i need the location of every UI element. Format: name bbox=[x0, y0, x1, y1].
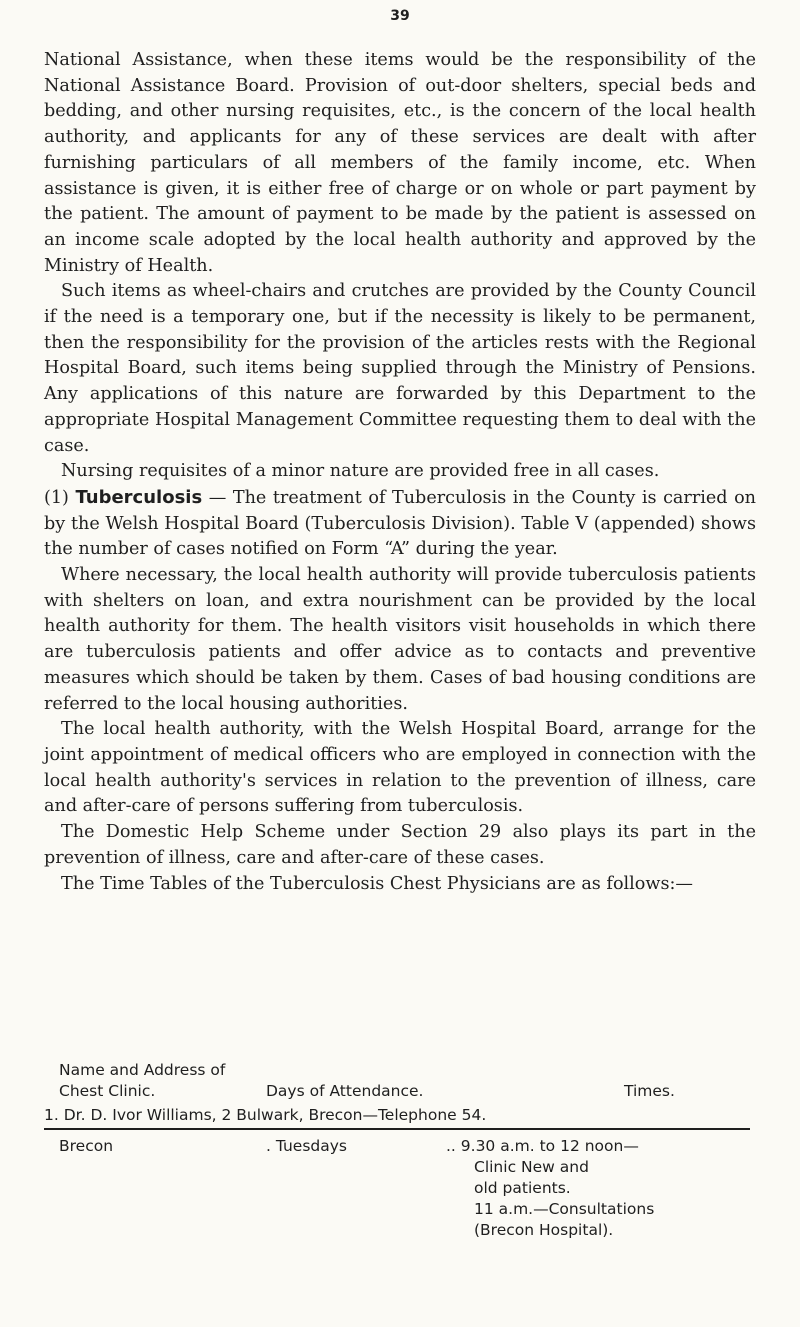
times-line: old patients. bbox=[474, 1179, 571, 1197]
physician-line: 1. Dr. D. Ivor Williams, 2 Bulwark, Brecon—Telephone 54. bbox=[44, 1106, 487, 1124]
document-body bbox=[44, 48, 756, 897]
paragraph: Nursing requisites of a minor nature are provided free in all cases. bbox=[61, 461, 660, 482]
timetable-header bbox=[44, 1060, 756, 1102]
section-heading: Tuberculosis bbox=[75, 486, 203, 508]
tuberculosis-section-lead bbox=[44, 485, 756, 563]
clinic-name: Brecon bbox=[59, 1137, 114, 1155]
chest-clinic-timetable bbox=[44, 1060, 756, 1246]
page-number: 39 bbox=[390, 8, 410, 24]
attendance-days: . Tuesdays bbox=[266, 1137, 347, 1155]
table-row bbox=[44, 1136, 756, 1246]
paragraph: The local health authority, with the Welsh Hospital Board, arrange for the joint appointment of medical officers who are employed in connection with the local health authority's services in relation to the prevention of illness, care and after-care of persons suffering from tuberculosis. bbox=[44, 719, 756, 817]
column-header-days: Days of Attendance. bbox=[266, 1082, 424, 1100]
divider bbox=[44, 1128, 750, 1130]
paragraph: The Domestic Help Scheme under Section 29 also plays its part in the prevention of illness, care and after-care of these cases. bbox=[44, 822, 756, 868]
paragraph: National Assistance, when these items would be the responsibility of the National Assistance Board. Provision of out-door shelters, special beds and bedding, and other nursing requisites, etc., is the concern of the local health authority, and applicants for any of these services are dealt with after furnishing particulars of all members of the family income, etc. When assistance is given, it is either free of charge or on whole or part payment by the patient. The amount of payment to be made by the patient is assessed on an income scale adopted by the local health authority and approved by the Ministry of Health. bbox=[44, 50, 756, 276]
column-header-times: Times. bbox=[624, 1082, 675, 1100]
attendance-times bbox=[446, 1136, 746, 1241]
times-line: Clinic New and bbox=[474, 1158, 589, 1176]
column-header-clinic: Name and Address of Chest Clinic. bbox=[59, 1061, 226, 1100]
section-lead-text: — The treatment of Tuberculosis in the County is carried on by the Welsh Hospital Board (Tuberculosis Division). Table V (appended) shows the number of cases notified on Form “A” during the year. bbox=[44, 487, 757, 560]
times-line: 11 a.m.—Consultations bbox=[474, 1200, 655, 1218]
paragraph: The Time Tables of the Tuberculosis Chest Physicians are as follows:— bbox=[61, 873, 693, 894]
paragraph: Where necessary, the local health authority will provide tuberculosis patients with shelters on loan, and extra nourishment can be provided by the local health authority for them. The health visitors visit households in which there are tuberculosis patients and offer advice as to contacts and preventive measures which should be taken by them. Cases of bad housing conditions are referred to the local housing authorities. bbox=[44, 565, 756, 714]
paragraph: Such items as wheel-chairs and crutches are provided by the County Council if the need is a temporary one, but if the necessity is likely to be permanent, then the responsibility for the provision of the articles rests with the Regional Hospital Board, such items being supplied through the Ministry of Pensions. Any applications of this nature are forwarded by this Department to the appropriate Hospital Management Committee requesting them to deal with the case. bbox=[44, 281, 756, 456]
section-number: (1) bbox=[44, 487, 69, 508]
times-line: .. 9.30 a.m. to 12 noon— bbox=[446, 1137, 639, 1155]
times-line: (Brecon Hospital). bbox=[474, 1221, 614, 1239]
